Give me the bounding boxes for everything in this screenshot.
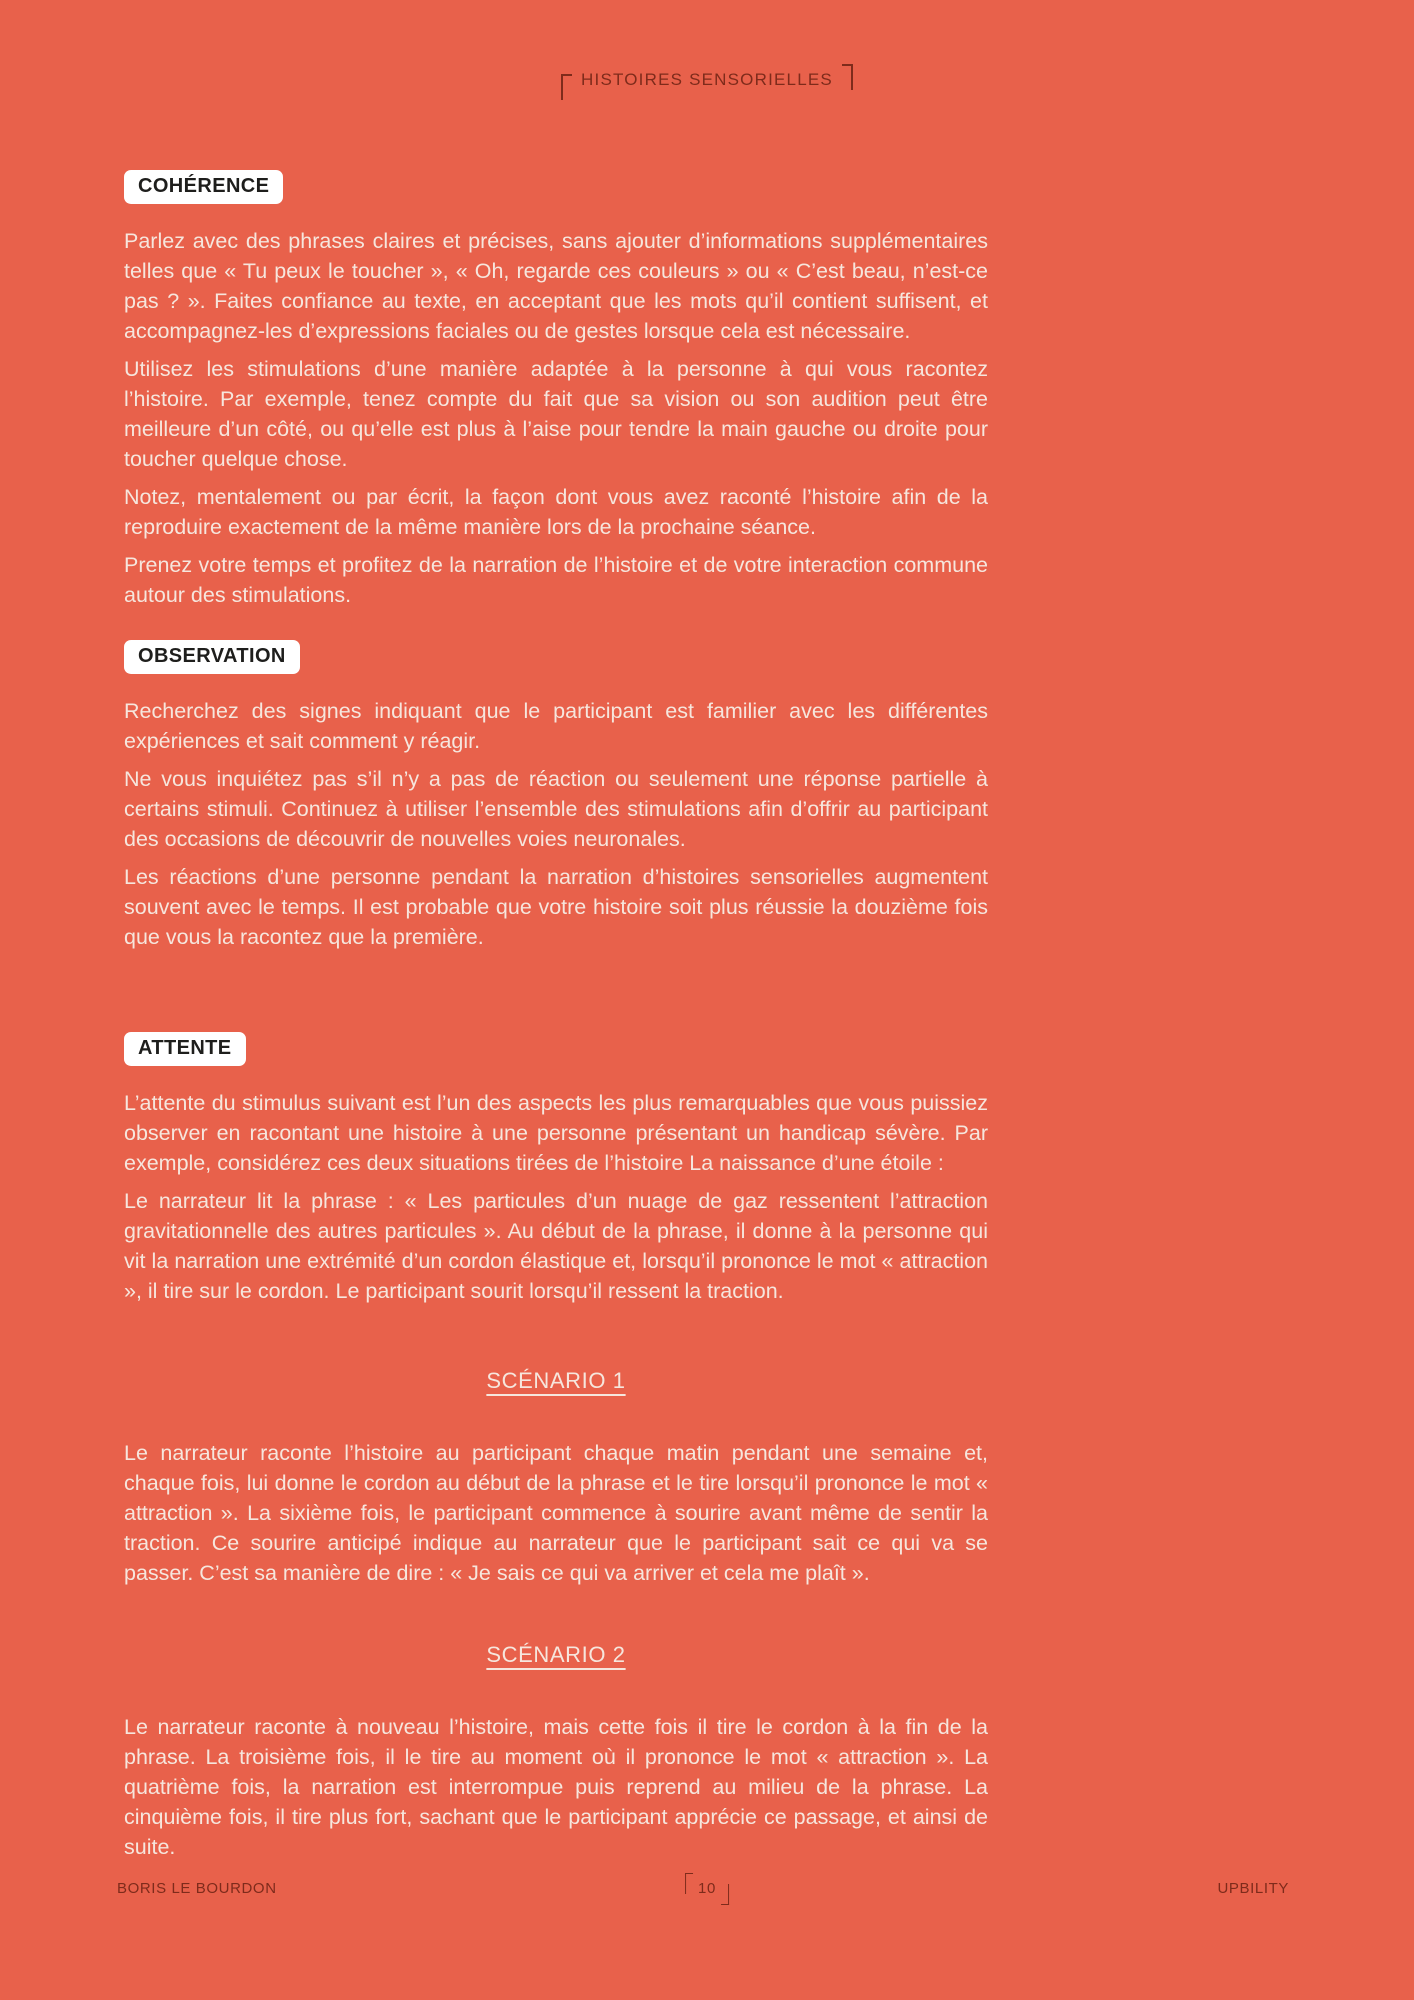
section-observation xyxy=(124,640,988,960)
page-title: HISTOIRES SENSORIELLES xyxy=(581,70,833,89)
paragraph: Recherchez des signes indiquant que le participant est familier avec les différentes expériences et sait comment y réagir. xyxy=(124,699,988,753)
scenario-1-body: Le narrateur raconte l’histoire au participant chaque matin pendant une semaine et, chaque fois, lui donne le cordon au début de la phrase et le tire lorsqu’il prononce le mot « attraction ». La sixième fois, le participant commence à sourire avant même de sentir la traction. Ce sourire anticipé indique au narrateur que le participant sait ce qui va se passer. C’est sa manière de dire : « Je sais ce qui va arriver et cela me plaît ». xyxy=(124,1441,988,1585)
page-number: 10 xyxy=(685,1875,729,1903)
paragraph: Notez, mentalement ou par écrit, la façon dont vous avez raconté l’histoire afin de la reproduire exactement de la même manière lors de la prochaine séance. xyxy=(124,485,988,539)
section-badge-observation xyxy=(124,640,300,674)
section-coherence xyxy=(124,170,988,618)
footer-author: BORIS LE BOURDON xyxy=(117,1880,277,1897)
paragraph: Prenez votre temps et profitez de la narration de l’histoire et de votre interaction commune autour des stimulations. xyxy=(124,553,988,607)
scenario-2-body: Le narrateur raconte à nouveau l’histoire, mais cette fois il tire le cordon à la fin de la phrase. La troisième fois, il le tire au moment où il prononce le mot « attraction ». La quatrième fois, la narration est interrompue puis reprend au milieu de la phrase. La cinquième fois, il tire plus fort, sachant que le participant apprécie ce passage, et ainsi de suite. xyxy=(124,1715,988,1859)
page-footer xyxy=(0,1880,1414,1897)
paragraph: L’attente du stimulus suivant est l’un des aspects les plus remarquables que vous puissiez observer en racontant une histoire à une personne présentant un handicap sévère. Par exemple, considérez ces deux situations tirées de l’histoire La naissance d’une étoile : xyxy=(124,1091,988,1175)
scenario-2-heading: SCÉNARIO 2 xyxy=(486,1642,626,1667)
section-attente xyxy=(124,1032,988,1314)
section-badge-label: ATTENTE xyxy=(138,1037,232,1059)
section-badge-label: OBSERVATION xyxy=(138,645,286,667)
section-badge-attente xyxy=(124,1032,246,1066)
paragraph: Parlez avec des phrases claires et précises, sans ajouter d’informations supplémentaires telles que « Tu peux le toucher », « Oh, regarde ces couleurs » ou « C’est beau, n’est-ce pas ? ». Faites confiance au texte, en acceptant que les mots qu’il contient suffisent, et accompagnez-les d’expressions faciales ou de gestes lorsque cela est nécessaire. xyxy=(124,229,988,343)
scenario-1-heading: SCÉNARIO 1 xyxy=(486,1368,626,1393)
header-bracket-frame xyxy=(561,64,853,98)
section-badge-coherence xyxy=(124,170,283,204)
paragraph: Le narrateur lit la phrase : « Les particules d’un nuage de gaz ressentent l’attraction gravitationnelle des autres particules ». Au début de la phrase, il donne à la personne qui vit la narration une extrémité d’un cordon élastique et, lorsqu’il prononce le mot « attraction », il tire sur le cordon. Le participant sourit lorsqu’il ressent la traction. xyxy=(124,1189,988,1303)
paragraph: Utilisez les stimulations d’une manière adaptée à la personne à qui vous racontez l’histoire. Par exemple, tenez compte du fait que sa vision ou son audition peut être meilleure d’un côté, ou qu’elle est plus à l’aise pour tendre la main gauche ou droite pour toucher quelque chose. xyxy=(124,357,988,471)
paragraph: Ne vous inquiétez pas s’il n’y a pas de réaction ou seulement une réponse partielle à certains stimuli. Continuez à utiliser l’ensemble des stimulations afin d’offrir au participant des occasions de découvrir de nouvelles voies neuronales. xyxy=(124,767,988,851)
footer-publisher: UPBILITY xyxy=(1217,1880,1289,1897)
section-badge-label: COHÉRENCE xyxy=(138,175,270,197)
paragraph: Les réactions d’une personne pendant la narration d’histoires sensorielles augmentent souvent avec le temps. Il est probable que votre histoire soit plus réussie la douzième fois que vous la racontez que la première. xyxy=(124,865,988,949)
page-header xyxy=(0,64,1414,98)
